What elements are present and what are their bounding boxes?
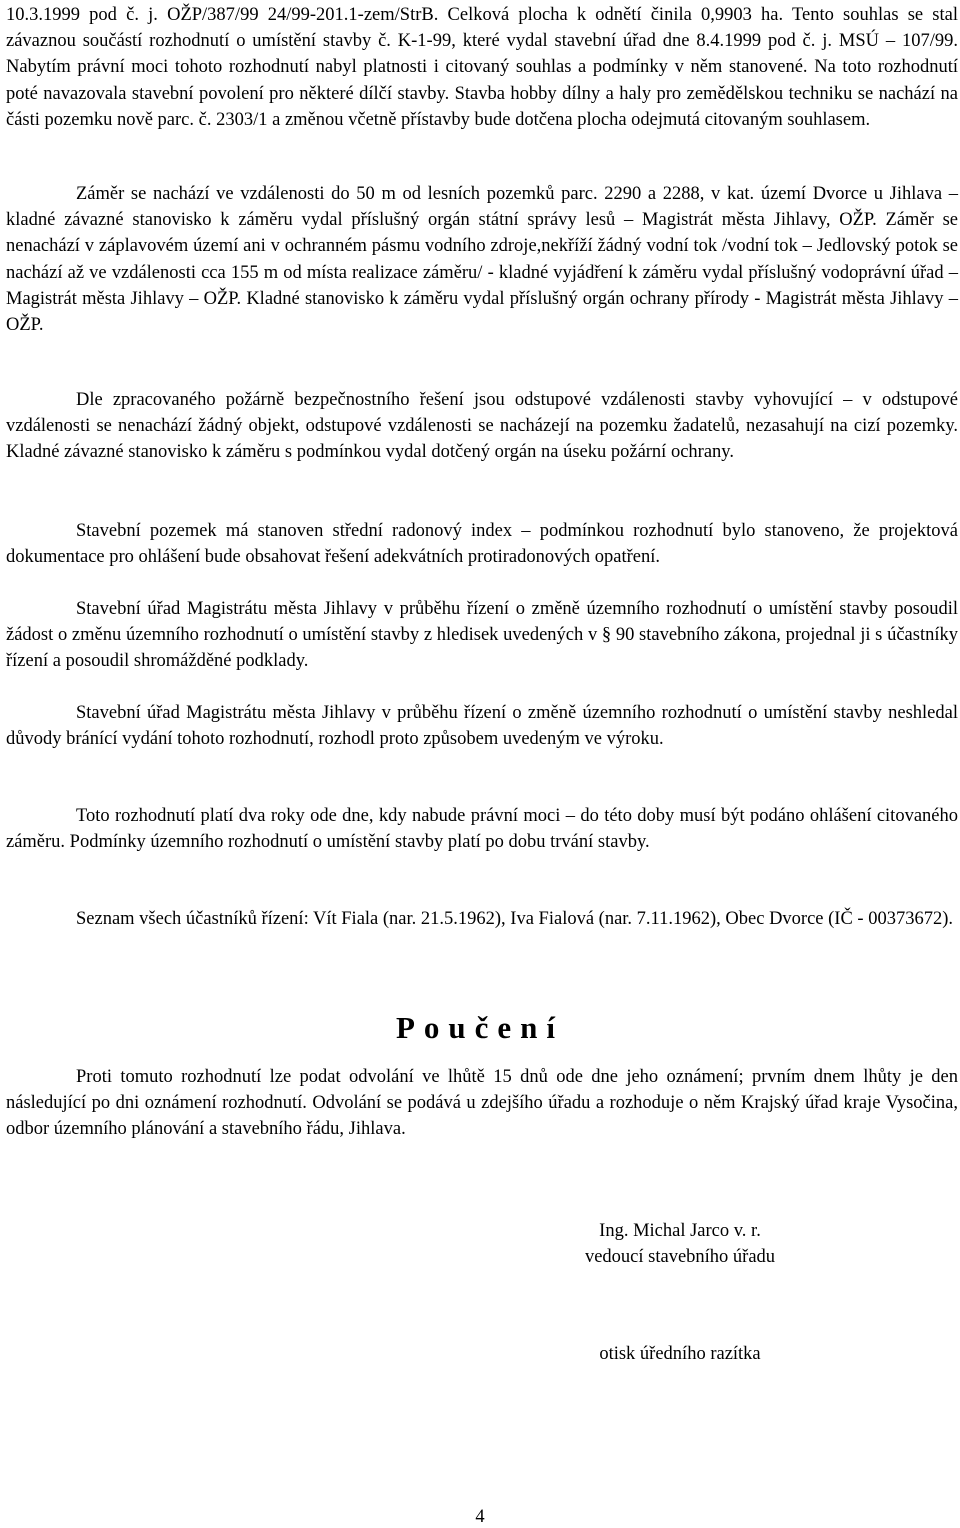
paragraph-location-forests-water: Záměr se nachází ve vzdálenosti do 50 m od lesních pozemků parc. 2290 a 2288, v kat. území Dvorce u Jihlava – kladné závazné stanovisko k záměru vydal příslušný orgán státní správy lesů – Magistrát města Jihlavy, OŽP. Záměr se nenachází v záplavovém území ani v ochranném pásmu vodního zdroje,nekříží žádný vodní tok /vodní tok – Jedlovský potok se nachází až ve vzdálenosti cca 155 m od místa realizace záměru/ - kladné vyjádření k záměru vydal příslušný vodoprávní úřad – Magistrát města Jihlavy – OŽP. Kladné stanovisko k záměru vydal příslušný orgán ochrany přírody - Magistrát města Jihlavy – OŽP. <box>6 184 958 336</box>
page-number: 4 <box>475 1507 485 1527</box>
paragraph-radon: Stavební pozemek má stanoven střední radonový index – podmínkou rozhodnutí bylo stanoveno, že projektová dokumentace pro ohlášení bude obsahovat řešení adekvátních protiradonových opatření. <box>6 521 958 568</box>
paragraph-participants: Seznam všech účastníků řízení: Vít Fiala (nar. 21.5.1962), Iva Fialová (nar. 7.11.1962), Obec Dvorce (IČ - 00373672). <box>76 909 953 929</box>
paragraph-fire-safety: Dle zpracovaného požárně bezpečnostního řešení jsou odstupové vzdálenosti stavby vyhovující – v odstupové vzdálenosti se nenachází žádný objekt, odstupové vzdálenosti se nacházejí na pozemku žadatelů, nezasahují na cizí pozemky. Kladné závazné stanovisko k záměru s podmínkou vydal dotčený orgán na úseku požární ochrany. <box>6 390 958 463</box>
paragraph-land-consent: 10.3.1999 pod č. j. OŽP/387/99 24/99-201.1-zem/StrB. Celková plocha k odnětí činila 0,9903 ha. Tento souhlas se stal závaznou součástí rozhodnutí o umístění stavby č. K-1-99, které vydal stavební úřad dne 8.4.1999 pod č. j. MSÚ – 107/99. Nabytím právní moci tohoto rozhodnutí nabyl platnosti i citovaný souhlas a podmínky v něm stanovené. Na toto rozhodnutí poté navazovala stavební povolení pro některé dílčí stavby. Stavba hobby dílny a haly pro zemědělskou techniku se nachází na části pozemku nově parc. č. 2303/1 a změnou včetně přístavby bude dotčena plocha odejmutá citovaným souhlasem. <box>6 5 958 130</box>
paragraph-pouceni: Proti tomuto rozhodnutí lze podat odvolání ve lhůtě 15 dnů ode dne jeho oznámení; prvním dnem lhůty je den následující po dni oznámení rozhodnutí. Odvolání se podává u zdejšího úřadu a rozhoduje o něm Krajský úřad kraje Vysočina, odbor územního plánování a stavebního řádu, Jihlava. <box>6 1067 958 1140</box>
signature-name: Ing. Michal Jarco v. r. <box>599 1221 761 1241</box>
pouceni-heading: Poučení <box>395 1010 565 1045</box>
stamp-note: otisk úředního razítka <box>599 1344 761 1364</box>
paragraph-decision: Stavební úřad Magistrátu města Jihlavy v průběhu řízení o změně územního rozhodnutí o umístění stavby neshledal důvody bránící vydání tohoto rozhodnutí, rozhodl proto způsobem uvedeným ve výroku. <box>6 703 958 750</box>
paragraph-validity: Toto rozhodnutí platí dva roky ode dne, kdy nabude právní moci – do této doby musí být podáno ohlášení citovaného záměru. Podmínky územního rozhodnutí o umístění stavby platí po dobu trvání stavby. <box>6 806 958 853</box>
signature-title: vedoucí stavebního úřadu <box>584 1247 776 1267</box>
paragraph-assessment: Stavební úřad Magistrátu města Jihlavy v průběhu řízení o změně územního rozhodnutí o umístění stavby posoudil žádost o změnu územního rozhodnutí o umístění stavby z hledisek uvedených v § 90 stavebního zákona, projednal ji s účastníky řízení a posoudil shromážděné podklady. <box>6 599 958 672</box>
